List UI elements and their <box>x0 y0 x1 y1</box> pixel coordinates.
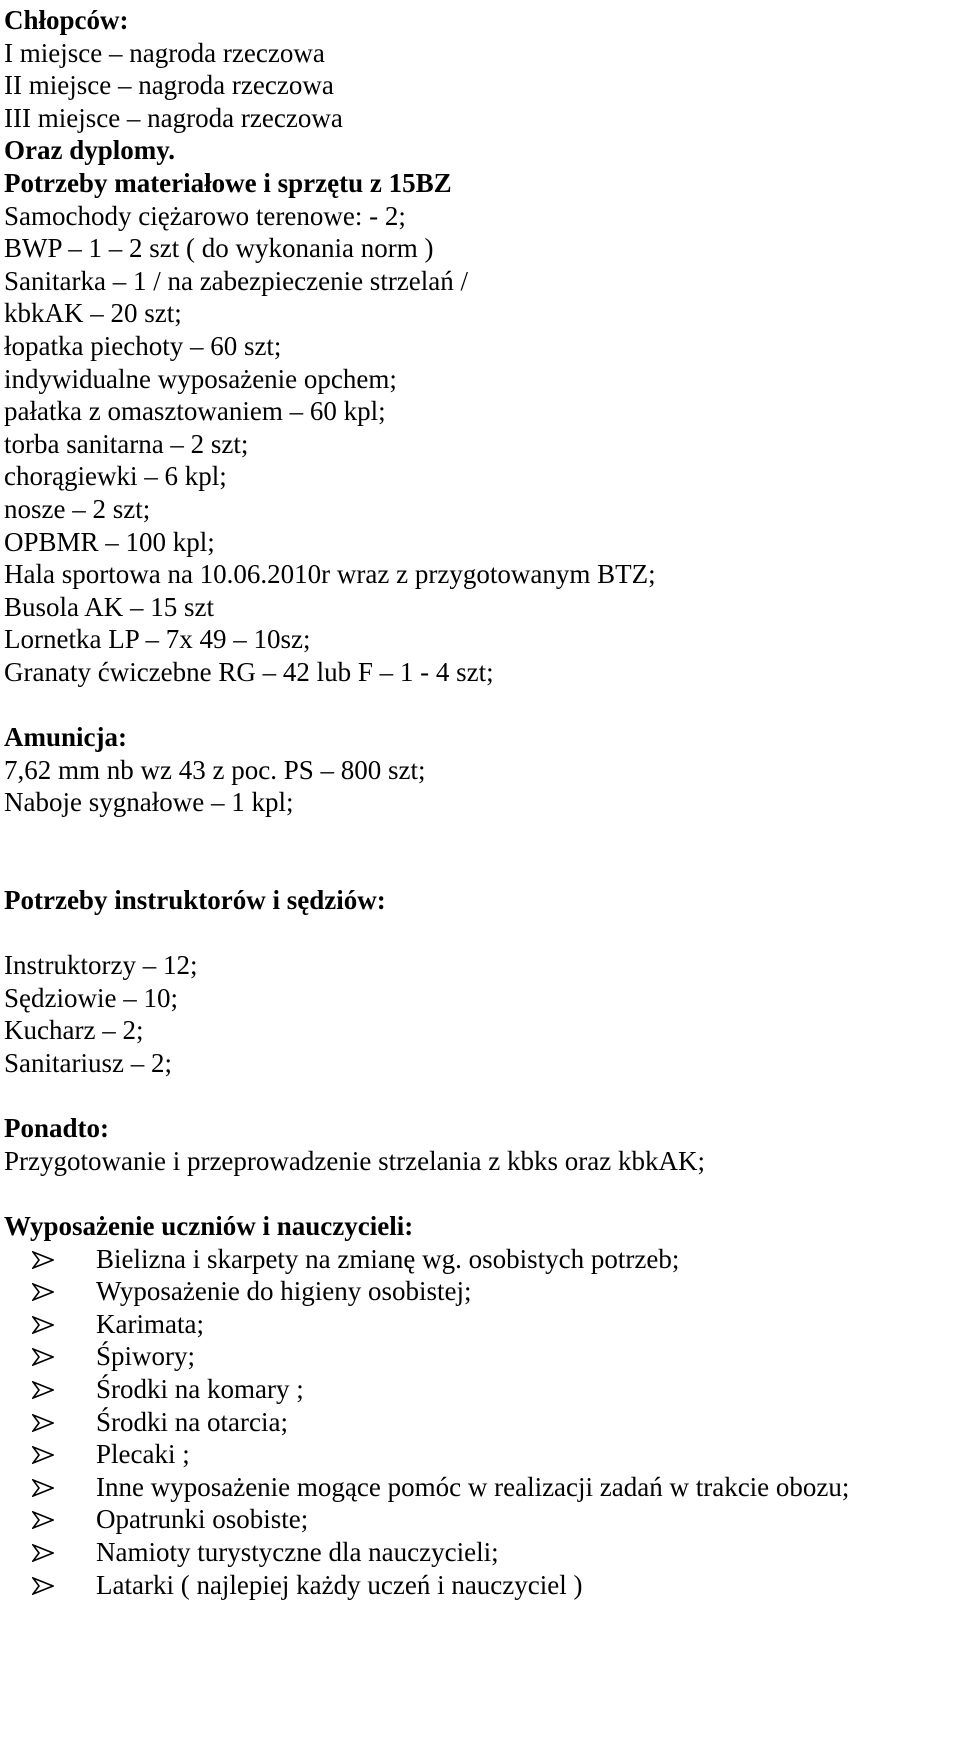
arrowhead-bullet-icon <box>32 1544 54 1562</box>
material-line: Busola AK – 15 szt <box>4 591 215 622</box>
list-item-label: Środki na komary ; <box>96 1373 304 1404</box>
arrowhead-bullet-icon <box>32 1316 54 1334</box>
list-item <box>4 1406 960 1439</box>
list-item <box>4 1438 960 1471</box>
list-item-label: Inne wyposażenie mogące pomóc w realizacji zadań w trakcie obozu; <box>96 1471 850 1502</box>
arrowhead-bullet-icon <box>32 1251 54 1269</box>
list-item <box>4 1243 960 1276</box>
spacer <box>4 819 960 852</box>
list-item <box>4 1503 960 1536</box>
material-line: kbkAK – 20 szt; <box>4 298 182 329</box>
list-item <box>4 1275 960 1308</box>
arrowhead-bullet-icon <box>32 1348 54 1366</box>
material-line: łopatka piechoty – 60 szt; <box>4 330 282 361</box>
material-line: Granaty ćwiczebne RG – 42 lub F – 1 - 4 szt; <box>4 656 494 687</box>
section-heading-equipment: Wyposażenie uczniów i nauczycieli: <box>4 1210 414 1241</box>
material-line: nosze – 2 szt; <box>4 493 151 524</box>
material-line: BWP – 1 – 2 szt ( do wykonania norm ) <box>4 233 434 264</box>
list-item <box>4 1569 960 1602</box>
section-heading-material-needs: Potrzeby materiałowe i sprzętu z 15BZ <box>4 167 452 198</box>
arrowhead-bullet-icon <box>32 1414 54 1432</box>
list-item-label: Wyposażenie do higieny osobistej; <box>96 1276 472 1307</box>
material-line: OPBMR – 100 kpl; <box>4 526 215 557</box>
list-item-label: Śpiwory; <box>96 1341 196 1372</box>
staff-line: Sędziowie – 10; <box>4 982 178 1013</box>
arrowhead-bullet-icon <box>32 1381 54 1399</box>
additionally-line: Przygotowanie i przeprowadzenie strzelania z kbks oraz kbkAK; <box>4 1145 705 1176</box>
prize-line-second: II miejsce – nagroda rzeczowa <box>4 70 334 101</box>
equipment-list <box>4 1243 960 1602</box>
arrowhead-bullet-icon <box>32 1511 54 1529</box>
prize-line-third: III miejsce – nagroda rzeczowa <box>4 102 343 133</box>
material-line: Samochody ciężarowo terenowe: - 2; <box>4 200 406 231</box>
section-heading-ammunition: Amunicja: <box>4 722 127 753</box>
list-item-label: Środki na otarcia; <box>96 1406 288 1437</box>
list-item-label: Opatrunki osobiste; <box>96 1504 309 1535</box>
list-item-label: Bielizna i skarpety na zmianę wg. osobistych potrzeb; <box>96 1243 680 1274</box>
list-item-label: Plecaki ; <box>96 1439 190 1470</box>
material-line: Hala sportowa na 10.06.2010r wraz z przygotowanym BTZ; <box>4 559 656 590</box>
list-item-label: Latarki ( najlepiej każdy uczeń i nauczyciel ) <box>96 1569 583 1600</box>
material-line: chorągiewki – 6 kpl; <box>4 461 227 492</box>
material-line: indywidualne wyposażenie opchem; <box>4 363 397 394</box>
ammunition-line: 7,62 mm nb wz 43 z poc. PS – 800 szt; <box>4 754 426 785</box>
ammunition-line: Naboje sygnałowe – 1 kpl; <box>4 787 294 818</box>
spacer <box>4 917 960 950</box>
list-item-label: Karimata; <box>96 1308 204 1339</box>
list-item-label: Namioty turystyczne dla nauczycieli; <box>96 1536 499 1567</box>
prize-line-first: I miejsce – nagroda rzeczowa <box>4 37 325 68</box>
spacer <box>4 1080 960 1113</box>
staff-line: Sanitariusz – 2; <box>4 1048 172 1078</box>
spacer <box>4 851 960 884</box>
list-item <box>4 1536 960 1569</box>
arrowhead-bullet-icon <box>32 1283 54 1301</box>
spacer <box>4 688 960 721</box>
section-heading-boys: Chłopców: <box>4 5 129 35</box>
staff-line: Instruktorzy – 12; <box>4 950 198 981</box>
section-heading-additionally: Ponadto: <box>4 1113 110 1144</box>
spacer <box>4 1177 960 1210</box>
list-item <box>4 1308 960 1341</box>
material-line: torba sanitarna – 2 szt; <box>4 428 249 459</box>
list-item <box>4 1340 960 1373</box>
list-item <box>4 1471 960 1504</box>
arrowhead-bullet-icon <box>32 1446 54 1464</box>
list-item <box>4 1373 960 1406</box>
arrowhead-bullet-icon <box>32 1479 54 1497</box>
diplomas-line: Oraz dyplomy. <box>4 135 176 166</box>
material-line: Sanitarka – 1 / na zabezpieczenie strzelań / <box>4 265 469 296</box>
section-heading-staff-needs: Potrzeby instruktorów i sędziów: <box>4 885 386 916</box>
staff-line: Kucharz – 2; <box>4 1015 144 1046</box>
material-line: Lornetka LP – 7x 49 – 10sz; <box>4 624 311 655</box>
arrowhead-bullet-icon <box>32 1577 54 1595</box>
material-line: pałatka z omasztowaniem – 60 kpl; <box>4 396 386 427</box>
